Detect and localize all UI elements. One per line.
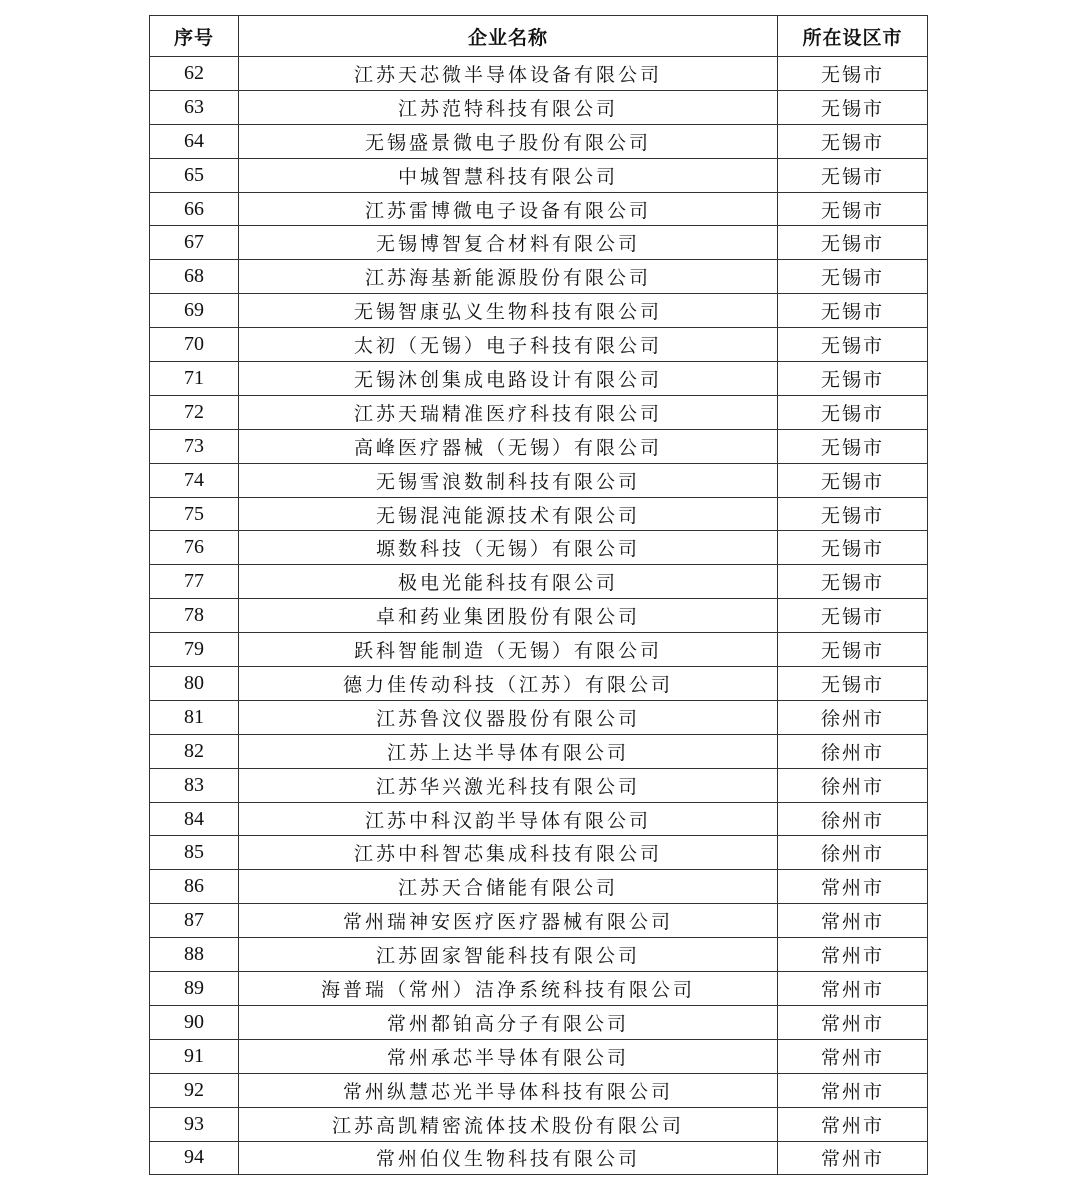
city-cell: 徐州市 bbox=[778, 700, 928, 734]
serial-number-cell: 72 bbox=[150, 395, 239, 429]
city-cell: 无锡市 bbox=[778, 294, 928, 328]
serial-number-cell: 89 bbox=[150, 972, 239, 1006]
table-row bbox=[150, 192, 928, 226]
city-cell: 常州市 bbox=[778, 904, 928, 938]
table-row bbox=[150, 972, 928, 1006]
serial-number-cell: 88 bbox=[150, 938, 239, 972]
enterprise-name-cell: 江苏海基新能源股份有限公司 bbox=[239, 260, 778, 294]
serial-number-cell: 94 bbox=[150, 1141, 239, 1175]
enterprise-name-cell: 江苏天瑞精准医疗科技有限公司 bbox=[239, 395, 778, 429]
city-cell: 常州市 bbox=[778, 1039, 928, 1073]
enterprise-name-cell: 常州伯仪生物科技有限公司 bbox=[239, 1141, 778, 1175]
enterprise-name-cell: 江苏天芯微半导体设备有限公司 bbox=[239, 57, 778, 91]
table-row bbox=[150, 362, 928, 396]
serial-number-cell: 92 bbox=[150, 1073, 239, 1107]
serial-number-cell: 86 bbox=[150, 870, 239, 904]
serial-number-cell: 91 bbox=[150, 1039, 239, 1073]
table-row bbox=[150, 599, 928, 633]
serial-number-cell: 77 bbox=[150, 565, 239, 599]
enterprise-name-cell: 太初（无锡）电子科技有限公司 bbox=[239, 328, 778, 362]
enterprise-name-cell: 无锡盛景微电子股份有限公司 bbox=[239, 124, 778, 158]
table-row bbox=[150, 531, 928, 565]
city-cell: 无锡市 bbox=[778, 226, 928, 260]
serial-number-cell: 83 bbox=[150, 768, 239, 802]
city-cell: 常州市 bbox=[778, 1005, 928, 1039]
city-cell: 无锡市 bbox=[778, 192, 928, 226]
serial-number-cell: 93 bbox=[150, 1107, 239, 1141]
enterprise-name-cell: 无锡沐创集成电路设计有限公司 bbox=[239, 362, 778, 396]
serial-number-cell: 71 bbox=[150, 362, 239, 396]
city-cell: 常州市 bbox=[778, 972, 928, 1006]
header-enterprise-name: 企业名称 bbox=[239, 16, 778, 57]
enterprise-name-cell: 无锡混沌能源技术有限公司 bbox=[239, 497, 778, 531]
city-cell: 无锡市 bbox=[778, 497, 928, 531]
serial-number-cell: 75 bbox=[150, 497, 239, 531]
enterprise-name-cell: 常州承芯半导体有限公司 bbox=[239, 1039, 778, 1073]
city-cell: 无锡市 bbox=[778, 260, 928, 294]
enterprise-name-cell: 极电光能科技有限公司 bbox=[239, 565, 778, 599]
enterprise-name-cell: 常州瑞神安医疗医疗器械有限公司 bbox=[239, 904, 778, 938]
header-row bbox=[150, 16, 928, 57]
serial-number-cell: 73 bbox=[150, 429, 239, 463]
enterprise-name-cell: 无锡雪浪数制科技有限公司 bbox=[239, 463, 778, 497]
serial-number-cell: 68 bbox=[150, 260, 239, 294]
city-cell: 无锡市 bbox=[778, 565, 928, 599]
header-city: 所在设区市 bbox=[778, 16, 928, 57]
table-header bbox=[150, 16, 928, 57]
table-row bbox=[150, 158, 928, 192]
city-cell: 常州市 bbox=[778, 1107, 928, 1141]
table-row bbox=[150, 497, 928, 531]
city-cell: 常州市 bbox=[778, 938, 928, 972]
serial-number-cell: 63 bbox=[150, 90, 239, 124]
serial-number-cell: 62 bbox=[150, 57, 239, 91]
city-cell: 无锡市 bbox=[778, 158, 928, 192]
enterprise-list-table bbox=[149, 15, 928, 1175]
table-row bbox=[150, 700, 928, 734]
table-row bbox=[150, 1141, 928, 1175]
enterprise-name-cell: 无锡智康弘义生物科技有限公司 bbox=[239, 294, 778, 328]
enterprise-name-cell: 江苏鲁汶仪器股份有限公司 bbox=[239, 700, 778, 734]
enterprise-name-cell: 江苏中科汉韵半导体有限公司 bbox=[239, 802, 778, 836]
city-cell: 无锡市 bbox=[778, 395, 928, 429]
city-cell: 徐州市 bbox=[778, 836, 928, 870]
city-cell: 无锡市 bbox=[778, 429, 928, 463]
table-row bbox=[150, 565, 928, 599]
table-row bbox=[150, 836, 928, 870]
city-cell: 无锡市 bbox=[778, 90, 928, 124]
serial-number-cell: 69 bbox=[150, 294, 239, 328]
table-row bbox=[150, 870, 928, 904]
table-row bbox=[150, 1039, 928, 1073]
city-cell: 无锡市 bbox=[778, 531, 928, 565]
table-row bbox=[150, 429, 928, 463]
table-row bbox=[150, 57, 928, 91]
table-row bbox=[150, 1073, 928, 1107]
enterprise-name-cell: 卓和药业集团股份有限公司 bbox=[239, 599, 778, 633]
enterprise-list-table-container bbox=[149, 15, 927, 1175]
enterprise-name-cell: 常州都铂高分子有限公司 bbox=[239, 1005, 778, 1039]
serial-number-cell: 79 bbox=[150, 633, 239, 667]
city-cell: 无锡市 bbox=[778, 124, 928, 158]
serial-number-cell: 80 bbox=[150, 667, 239, 701]
city-cell: 徐州市 bbox=[778, 768, 928, 802]
serial-number-cell: 90 bbox=[150, 1005, 239, 1039]
city-cell: 无锡市 bbox=[778, 328, 928, 362]
serial-number-cell: 74 bbox=[150, 463, 239, 497]
table-row bbox=[150, 904, 928, 938]
table-row bbox=[150, 768, 928, 802]
enterprise-name-cell: 无锡博智复合材料有限公司 bbox=[239, 226, 778, 260]
city-cell: 无锡市 bbox=[778, 463, 928, 497]
table-row bbox=[150, 124, 928, 158]
city-cell: 常州市 bbox=[778, 1073, 928, 1107]
table-row bbox=[150, 633, 928, 667]
serial-number-cell: 84 bbox=[150, 802, 239, 836]
table-row bbox=[150, 734, 928, 768]
serial-number-cell: 81 bbox=[150, 700, 239, 734]
serial-number-cell: 76 bbox=[150, 531, 239, 565]
table-row bbox=[150, 226, 928, 260]
table-row bbox=[150, 938, 928, 972]
serial-number-cell: 67 bbox=[150, 226, 239, 260]
enterprise-name-cell: 塬数科技（无锡）有限公司 bbox=[239, 531, 778, 565]
header-serial-number: 序号 bbox=[150, 16, 239, 57]
enterprise-name-cell: 江苏范特科技有限公司 bbox=[239, 90, 778, 124]
enterprise-name-cell: 江苏固家智能科技有限公司 bbox=[239, 938, 778, 972]
enterprise-name-cell: 江苏雷博微电子设备有限公司 bbox=[239, 192, 778, 226]
table-row bbox=[150, 667, 928, 701]
city-cell: 无锡市 bbox=[778, 362, 928, 396]
city-cell: 无锡市 bbox=[778, 633, 928, 667]
table-row bbox=[150, 90, 928, 124]
enterprise-name-cell: 跃科智能制造（无锡）有限公司 bbox=[239, 633, 778, 667]
enterprise-name-cell: 江苏高凯精密流体技术股份有限公司 bbox=[239, 1107, 778, 1141]
city-cell: 无锡市 bbox=[778, 667, 928, 701]
city-cell: 常州市 bbox=[778, 870, 928, 904]
table-row bbox=[150, 328, 928, 362]
serial-number-cell: 82 bbox=[150, 734, 239, 768]
enterprise-name-cell: 常州纵慧芯光半导体科技有限公司 bbox=[239, 1073, 778, 1107]
table-body bbox=[150, 57, 928, 1175]
table-row bbox=[150, 1005, 928, 1039]
enterprise-name-cell: 江苏天合储能有限公司 bbox=[239, 870, 778, 904]
serial-number-cell: 78 bbox=[150, 599, 239, 633]
enterprise-name-cell: 海普瑞（常州）洁净系统科技有限公司 bbox=[239, 972, 778, 1006]
city-cell: 无锡市 bbox=[778, 599, 928, 633]
table-row bbox=[150, 294, 928, 328]
serial-number-cell: 66 bbox=[150, 192, 239, 226]
serial-number-cell: 70 bbox=[150, 328, 239, 362]
enterprise-name-cell: 江苏华兴激光科技有限公司 bbox=[239, 768, 778, 802]
city-cell: 徐州市 bbox=[778, 802, 928, 836]
enterprise-name-cell: 江苏上达半导体有限公司 bbox=[239, 734, 778, 768]
enterprise-name-cell: 江苏中科智芯集成科技有限公司 bbox=[239, 836, 778, 870]
enterprise-name-cell: 中城智慧科技有限公司 bbox=[239, 158, 778, 192]
serial-number-cell: 87 bbox=[150, 904, 239, 938]
serial-number-cell: 64 bbox=[150, 124, 239, 158]
table-row bbox=[150, 463, 928, 497]
table-row bbox=[150, 1107, 928, 1141]
serial-number-cell: 65 bbox=[150, 158, 239, 192]
table-row bbox=[150, 395, 928, 429]
serial-number-cell: 85 bbox=[150, 836, 239, 870]
enterprise-name-cell: 德力佳传动科技（江苏）有限公司 bbox=[239, 667, 778, 701]
table-row bbox=[150, 802, 928, 836]
enterprise-name-cell: 高峰医疗器械（无锡）有限公司 bbox=[239, 429, 778, 463]
city-cell: 徐州市 bbox=[778, 734, 928, 768]
city-cell: 常州市 bbox=[778, 1141, 928, 1175]
table-row bbox=[150, 260, 928, 294]
city-cell: 无锡市 bbox=[778, 57, 928, 91]
